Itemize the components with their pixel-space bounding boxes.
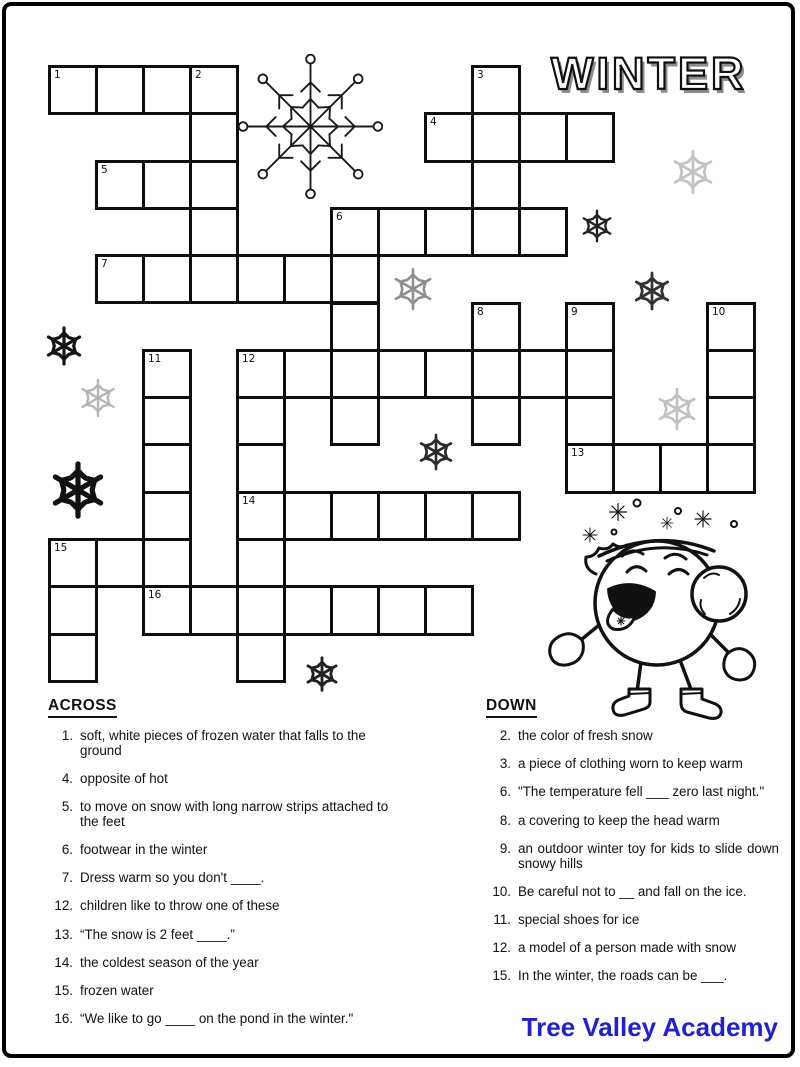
clue-number: 14. [54,954,73,970]
snowflake-icon [391,267,435,311]
down-header: DOWN [486,697,537,718]
grid-cell [565,349,615,399]
brand-footer: Tree Valley Academy [521,1012,778,1042]
grid-cell [565,112,615,162]
grid-cell [471,396,521,446]
grid-cell [236,538,286,588]
clue-item [486,757,779,772]
grid-cell [659,443,709,493]
grid-cell [330,396,380,446]
clue-item [48,843,404,858]
cell-number: 16 [148,589,162,602]
down-clue-list [486,729,779,984]
grid-cell [95,538,145,588]
clue-item [486,969,779,984]
cell-number: 12 [242,352,256,365]
clue-text: "The temperature fell ___ zero last night." [518,784,765,800]
grid-cell [189,207,239,257]
clue-item [48,729,404,758]
snowflake-icon [304,656,340,692]
clue-number: 15. [54,983,73,999]
clue-text: Dress warm so you don't ____. [80,870,265,886]
grid-cell [189,160,239,210]
clue-number: 4. [61,770,73,786]
clue-text: “We like to go ____ on the pond in the winter." [80,1011,354,1027]
cell-number: 10 [712,305,726,318]
clue-item [486,941,779,956]
clue-number: 12. [54,898,73,914]
grid-cell [142,443,192,493]
grid-cell [471,112,521,162]
cell-number: 13 [571,447,585,460]
grid-cell [471,491,521,541]
grid-cell [471,207,521,257]
clue-text: a covering to keep the head warm [518,812,720,828]
grid-cell [706,302,756,352]
grid-cell [142,160,192,210]
grid-cell [330,491,380,541]
clue-text: an outdoor winter toy for kids to slide down snowy hills [518,840,779,871]
cell-number: 6 [336,210,343,223]
grid-cell [189,254,239,304]
clue-number: 3. [499,756,511,772]
clue-text: Be careful not to __ and fall on the ice. [518,883,747,899]
grid-cell [706,443,756,493]
clue-number: 13. [54,926,73,942]
big-snowflake-icon [238,54,383,199]
grid-cell [471,349,521,399]
snowflake-icon [49,461,107,519]
grid-cell [565,443,615,493]
grid-cell [142,349,192,399]
clue-text: a piece of clothing worn to keep warm [518,756,743,772]
grid-cell [330,349,380,399]
clue-text: frozen water [80,983,154,999]
clue-item [48,772,404,787]
grid-cell [330,302,380,352]
clue-number: 6. [61,842,73,858]
cell-number: 11 [148,352,162,365]
grid-cell [612,443,662,493]
clue-number: 11. [493,911,511,927]
grid-cell [48,538,98,588]
clue-number: 5. [61,799,73,815]
grid-cell [706,349,756,399]
cell-number: 7 [101,258,108,271]
grid-cell [236,254,286,304]
grid-cell [236,443,286,493]
clue-text: children like to throw one of these [80,898,280,914]
grid-cell [95,254,145,304]
grid-cell [377,491,427,541]
grid-cell [236,585,286,635]
clue-item [48,899,404,914]
grid-cell [189,65,239,115]
grid-cell [424,112,474,162]
clue-number: 7. [61,870,73,886]
grid-cell [95,160,145,210]
down-clues-section [486,697,779,998]
grid-cell [95,65,145,115]
snowflake-icon [417,433,455,471]
clue-text: the color of fresh snow [518,728,653,743]
clue-item [48,800,404,829]
clue-text: the coldest season of the year [80,954,259,970]
grid-cell [377,585,427,635]
grid-cell [424,491,474,541]
grid-cell [189,112,239,162]
clue-text: In the winter, the roads can be ___. [518,968,728,984]
grid-cell [518,112,568,162]
snowflake-icon [632,271,672,311]
grid-cell [330,585,380,635]
clue-number: 2. [499,728,511,743]
snowflake-icon [44,326,84,366]
grid-cell [236,396,286,446]
grid-cell [283,585,333,635]
grid-cell [565,302,615,352]
clue-number: 9. [499,840,511,856]
grid-cell [518,207,568,257]
grid-cell [471,65,521,115]
grid-cell [283,349,333,399]
clue-text: soft, white pieces of frozen water that falls to the ground [80,728,366,758]
cell-number: 14 [242,494,256,507]
cell-number: 3 [477,69,484,81]
grid-cell [424,349,474,399]
grid-cell [142,254,192,304]
grid-cell [330,207,380,257]
grid-cell [142,585,192,635]
clue-item [486,785,779,800]
grid-cell [330,254,380,304]
clue-text: a model of a person made with snow [518,940,737,956]
across-clue-list [48,729,404,1027]
clue-number: 15. [492,968,511,984]
clue-number: 1. [61,728,73,743]
grid-cell [565,396,615,446]
clue-number: 8. [499,812,511,828]
clue-item [486,729,779,744]
grid-cell [189,585,239,635]
clue-item [486,814,779,829]
cell-number: 4 [430,116,437,129]
grid-cell [424,585,474,635]
grid-cell [142,538,192,588]
cell-number: 15 [54,542,68,554]
clue-number: 10. [492,883,511,899]
grid-cell [471,302,521,352]
grid-cell [236,491,286,541]
grid-cell [142,396,192,446]
grid-cell [236,349,286,399]
clue-item [48,956,404,971]
grid-cell [142,491,192,541]
clue-number: 6. [499,784,511,800]
clue-text: footwear in the winter [80,842,208,858]
cell-number: 5 [101,163,108,176]
clue-number: 12. [492,940,511,956]
snowflake-icon [670,149,716,195]
clue-text: special shoes for ice [518,911,640,927]
clue-item [486,913,779,928]
snowflake-icon [655,387,699,431]
clue-item [48,1012,404,1027]
clue-text: to move on snow with long narrow strips attached to the feet [80,799,389,829]
clue-number: 16. [54,1011,73,1027]
grid-cell [236,633,286,683]
grid-cell [48,585,98,635]
clue-item [486,885,779,900]
snowflake-icon [78,378,118,418]
clue-item [48,984,404,999]
grid-cell [377,349,427,399]
grid-cell [706,396,756,446]
cell-number: 1 [54,69,61,81]
across-header: ACROSS [48,697,117,718]
grid-cell [48,633,98,683]
grid-cell [283,254,333,304]
grid-cell [518,349,568,399]
snowball-character [538,490,773,728]
grid-cell [283,491,333,541]
grid-cell [48,65,98,115]
grid-cell [471,160,521,210]
cell-number: 2 [195,69,202,81]
clue-text: opposite of hot [80,770,168,786]
across-clues-section [48,697,404,1040]
grid-cell [142,65,192,115]
grid-cell [424,207,474,257]
grid-cell [377,207,427,257]
cell-number: 8 [477,305,484,318]
clue-text: “The snow is 2 feet ____.” [80,926,235,942]
page-title: WINTER [551,48,747,99]
snowflake-icon [580,209,614,243]
clue-item [48,871,404,886]
clue-item [48,928,404,943]
clue-item [486,842,779,871]
cell-number: 9 [571,305,578,318]
